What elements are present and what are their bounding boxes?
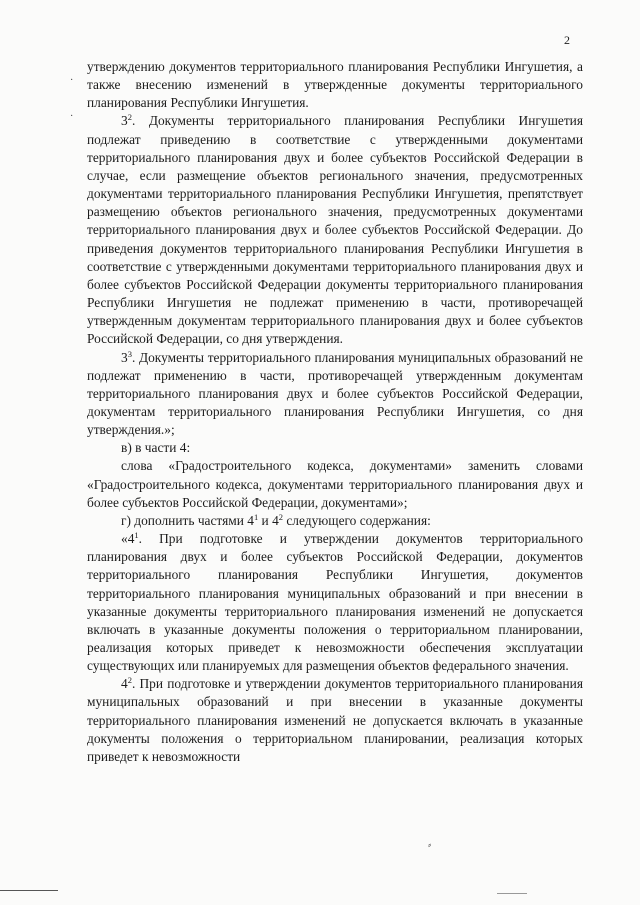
document-body xyxy=(87,58,583,766)
scan-edge-line xyxy=(497,893,527,894)
paragraph: слова «Градостроительного кодекса, документами» заменить словами «Градостроительного кодекса, документами территориального планирования двух и более субъектов Российской Федерации, документами»; xyxy=(87,458,583,510)
paragraph: $3^2$. Документы территориального планирования Республики Ингушетия подлежат приведению в соответствие с утвержденными документами территориального планирования двух и более субъектов Российской Федерации в случае, если размещение объектов регионального значения, предусмотренных документами территориального планирования Республики Ингушетия, препятствует размещению объектов регионального значения, предусмотренных документами территориального планирования двух и более субъектов Российской Федерации. До приведения документов территориального планирования Республики Ингушетия в соответствие с утвержденными документами территориального планирования двух и более субъектов Российской Федерации документы территориального планирования Республики Ингушетия не подлежат применению в части, противоречащей утвержденным документам территориального планирования двух и более субъектов Российской Федерации, со дня утверждения. xyxy=(87,112,583,347)
paragraph: в) в части 4: xyxy=(121,440,191,456)
paragraph: $4^2$. При подготовке и утверждении документов территориального планирования муниципальных образований и при внесении в указанные документы территориального планирования изменений не допускается включать в указанные документы положения о территориальном планировании, реализация которых приведет к невозможности xyxy=(87,675,583,764)
paragraph: $3^3$. Документы территориального планирования муниципальных образований не подлежат применению в части, противоречащей утвержденным документам территориального планирования двух и более субъектов Российской Федерации, документам территориального планирования Республики Ингушетия, со дня утверждения.»; xyxy=(87,348,583,438)
paragraph: утверждению документов территориального планирования Республики Ингушетия, а также внесению изменений в утвержденные документы территориального планирования Республики Ингушетия. xyxy=(87,59,583,111)
scan-mark: · xyxy=(70,111,74,122)
paragraph: «$4^1$. При подготовке и утверждении документов территориального планирования двух и более субъектов Российской Федерации, документов территориального планирования Республики Ингушетия, документов территориального планирования муниципальных образований и при внесении в указанные документы территориального планирования изменений не допускается включать в указанные документы положения о территориальном планировании, реализация которых приведет к невозможности обеспечения эксплуатации существующих или планируемых для размещения объектов федерального значения. xyxy=(87,530,583,674)
scan-edge-line xyxy=(0,890,58,891)
scan-mark: · xyxy=(70,75,74,86)
paragraph: г) дополнить частями $4^1$ и $4^2$ следующего содержания: xyxy=(121,511,431,528)
page-number: 2 xyxy=(564,33,570,47)
scan-mark: ⸗ xyxy=(428,840,432,851)
